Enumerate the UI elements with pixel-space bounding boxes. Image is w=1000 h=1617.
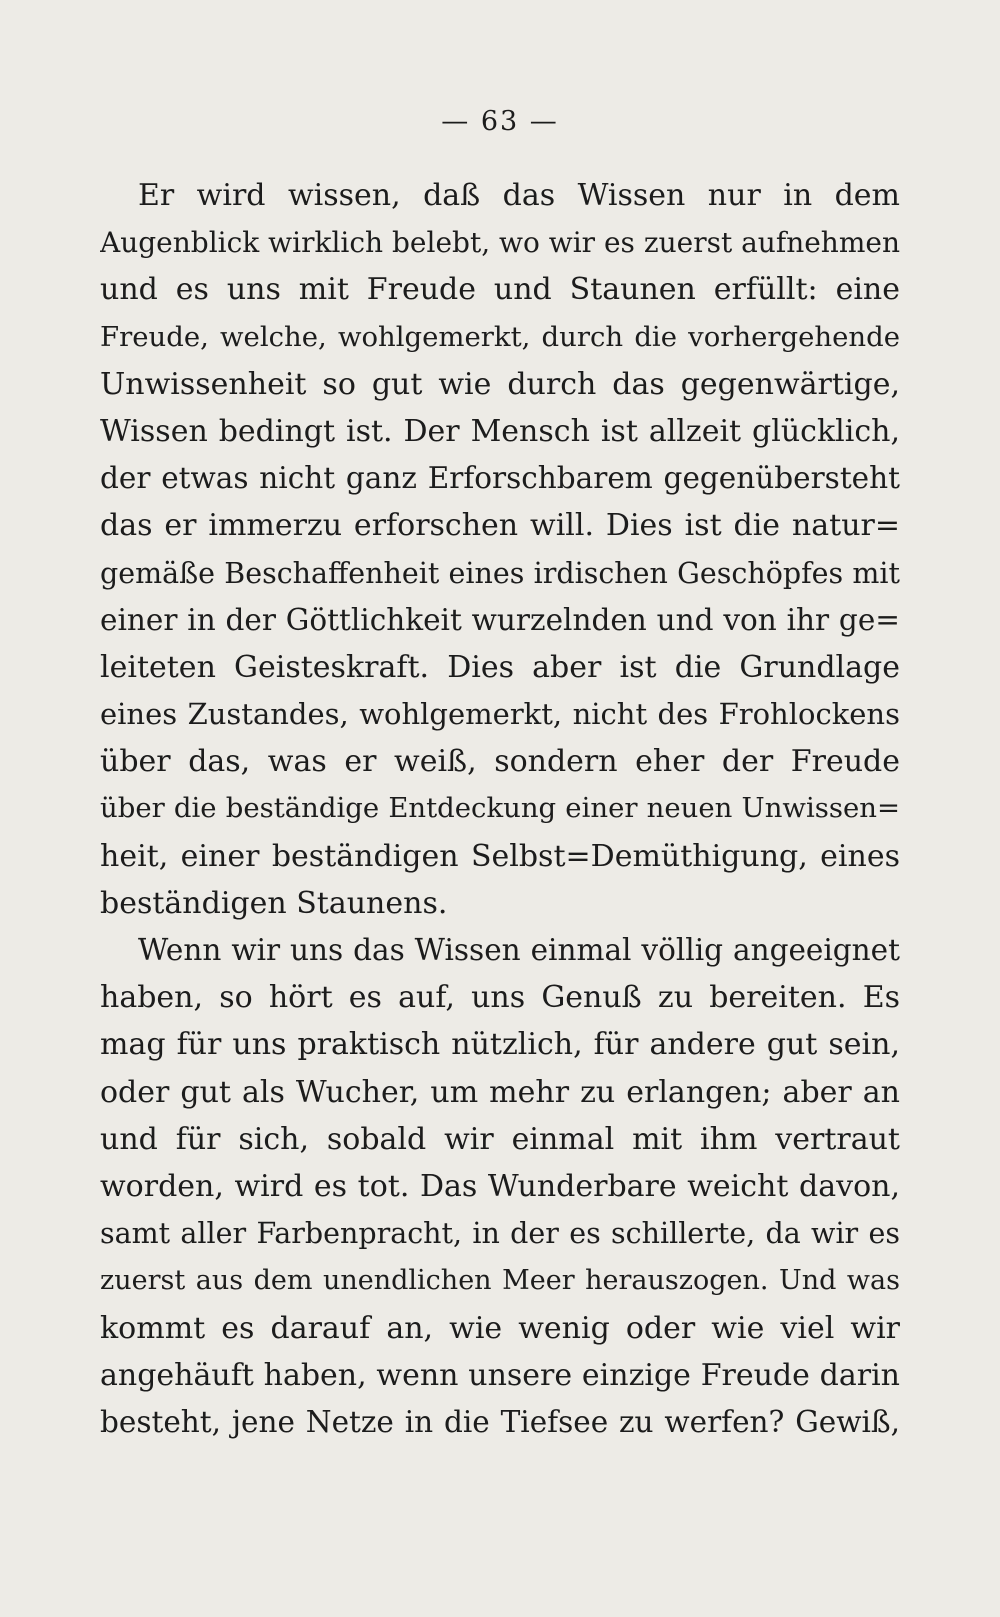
text-line: besteht, jene Netze in die Tiefsee zu werfen? Gewiß, bbox=[100, 1404, 900, 1439]
text-line: beständigen Staunens. bbox=[100, 885, 448, 921]
text-line: eines Zustandes, wohlgemerkt, nicht des Frohlockens bbox=[100, 697, 900, 732]
text-line: Er wird wissen, daß das Wissen nur in dem bbox=[138, 178, 900, 213]
text-line: einer in der Göttlichkeit wurzelnden und von ihr ge= bbox=[100, 602, 900, 637]
paragraph-1 bbox=[100, 172, 900, 927]
text-line: heit, einer beständigen Selbst=Demüthigung, eines bbox=[100, 838, 900, 874]
text-line: leiteten Geisteskraft. Dies aber ist die Grundlage bbox=[100, 649, 900, 685]
text-line: Freude, welche, wohlgemerkt, durch die vorhergehende bbox=[100, 320, 900, 353]
paragraph-2 bbox=[100, 927, 900, 1446]
text-line: Unwissenheit so gut wie durch das gegenwärtige, bbox=[100, 366, 900, 402]
text-line: Wenn wir uns das Wissen einmal völlig angeeignet bbox=[138, 933, 900, 967]
text-line: der etwas nicht ganz Erforschbarem gegenübersteht bbox=[100, 461, 900, 496]
text-line: Augenblick wirklich belebt, wo wir es zuerst aufnehmen bbox=[100, 226, 900, 260]
text-line: haben, so hört es auf, uns Genuß zu bereiten. Es bbox=[100, 980, 900, 1016]
text-line: oder gut als Wucher, um mehr zu erlangen; aber an bbox=[100, 1074, 900, 1110]
text-line: über das, was er weiß, sondern eher der Freude bbox=[100, 744, 900, 780]
text-line: kommt es darauf an, wie wenig oder wie viel wir bbox=[100, 1310, 900, 1346]
text-line: worden, wird es tot. Das Wunderbare weicht davon, bbox=[100, 1168, 900, 1204]
page-number: — 63 — bbox=[441, 106, 559, 137]
text-line: das er immerzu erforschen will. Dies ist die natur= bbox=[100, 508, 900, 544]
text-line: und es uns mit Freude und Staunen erfüllt: eine bbox=[100, 272, 900, 308]
text-line: zuerst aus dem unendlichen Meer herauszogen. Und was bbox=[100, 1265, 900, 1297]
body-text bbox=[100, 172, 900, 1446]
text-line: über die beständige Entdeckung einer neuen Unwissen= bbox=[100, 792, 900, 825]
text-line: gemäße Beschaffenheit eines irdischen Geschöpfes mit bbox=[100, 556, 900, 590]
text-line: angehäuft haben, wenn unsere einzige Freude darin bbox=[100, 1357, 900, 1393]
text-line: mag für uns praktisch nützlich, für andere gut sein, bbox=[100, 1027, 900, 1063]
text-line: samt aller Farbenpracht, in der es schillerte, da wir es bbox=[100, 1217, 900, 1251]
text-line: und für sich, sobald wir einmal mit ihm vertraut bbox=[100, 1121, 900, 1157]
text-line: Wissen bedingt ist. Der Mensch ist allzeit glücklich, bbox=[100, 413, 900, 449]
